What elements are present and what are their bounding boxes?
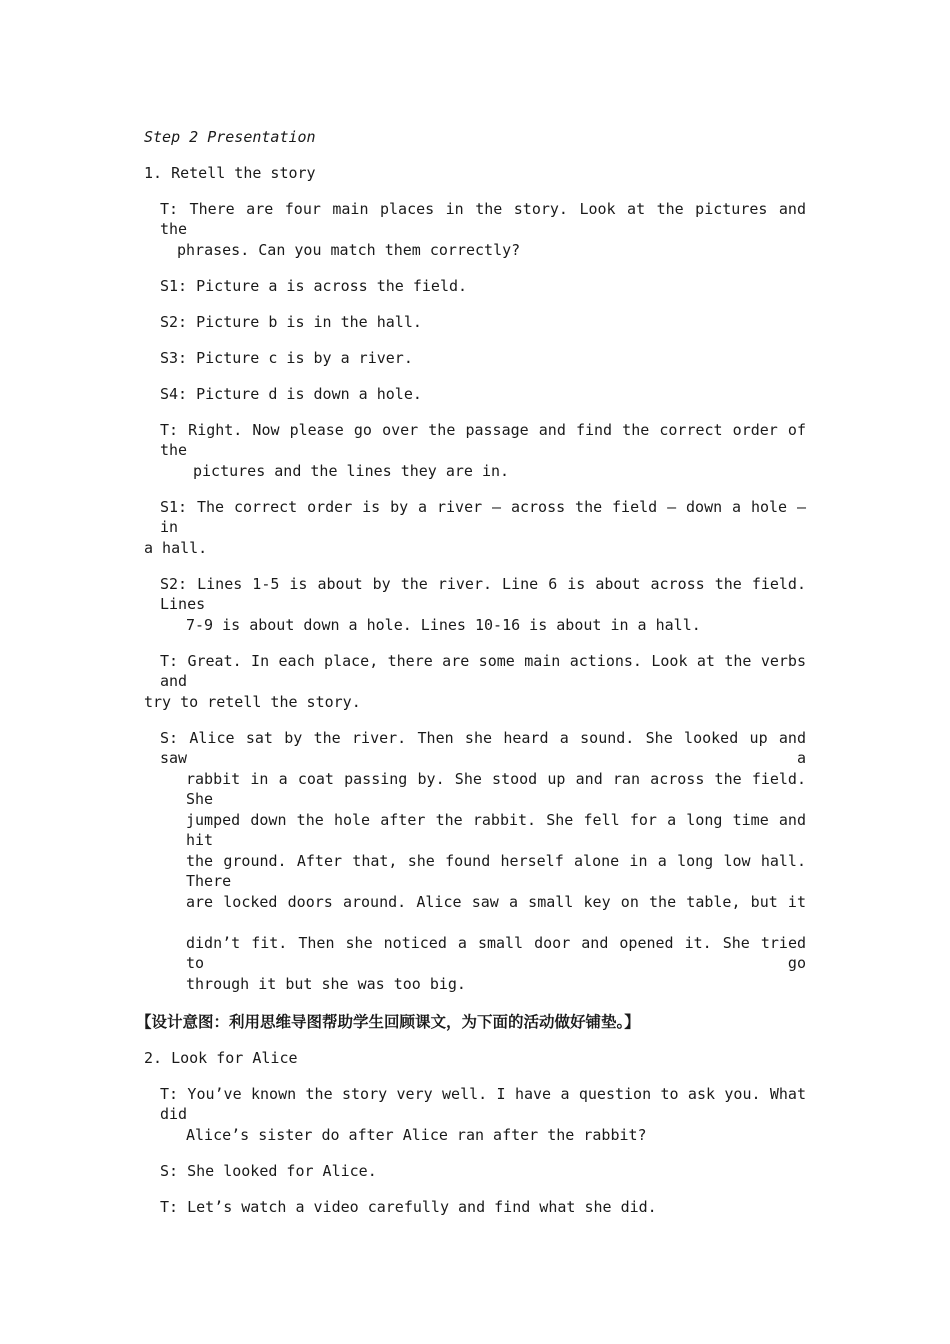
teacher-line: T: Let’s watch a video carefully and find what she did. — [160, 1198, 657, 1216]
teacher-line-cont: phrases. Can you match them correctly? — [177, 241, 521, 259]
student-answer-line: through it but she was too big. — [186, 975, 466, 993]
teacher-line-cont: Alice’s sister do after Alice ran after the rabbit? — [186, 1126, 647, 1144]
student-line: S3: Picture c is by a river. — [160, 349, 413, 367]
student-answer-line: jumped down the hole after the rabbit. She fell for a long time and hit — [186, 811, 806, 849]
student-line: S2: Lines 1-5 is about by the river. Line 6 is about across the field. Lines — [160, 575, 806, 613]
teacher-line-cont: try to retell the story. — [144, 693, 361, 711]
student-answer-line: S: Alice sat by the river. Then she heard a sound. She looked up and saw a — [160, 729, 806, 767]
student-line: S1: The correct order is by a river – across the field – down a hole – in — [160, 498, 806, 536]
subsection-title: 1. Retell the story — [144, 164, 316, 182]
teacher-line-cont: pictures and the lines they are in. — [193, 462, 510, 480]
teacher-line: T: Great. In each place, there are some main actions. Look at the verbs and — [160, 652, 806, 690]
teacher-line: T: There are four main places in the story. Look at the pictures and the — [160, 200, 806, 238]
student-line-cont: a hall. — [144, 539, 208, 557]
design-intent-note: 【设计意图：利用思维导图帮助学生回顾课文，为下面的活动做好铺垫。】 — [136, 1013, 640, 1031]
teacher-line: T: Right. Now please go over the passage and find the correct order of the — [160, 421, 806, 459]
section-heading: Step 2 Presentation — [144, 128, 316, 146]
student-line-cont: 7-9 is about down a hole. Lines 10-16 is about in a hall. — [186, 616, 701, 634]
student-answer-line: are locked doors around. Alice saw a small key on the table, but it — [186, 893, 806, 911]
student-line: S4: Picture d is down a hole. — [160, 385, 422, 403]
student-line: S: She looked for Alice. — [160, 1162, 377, 1180]
student-answer-line: the ground. After that, she found herself alone in a long low hall. There — [186, 852, 806, 890]
student-answer-line: didn’t fit. Then she noticed a small door and opened it. She tried to go — [186, 934, 806, 972]
teacher-line: T: You’ve known the story very well. I have a question to ask you. What did — [160, 1085, 806, 1123]
student-answer-line: rabbit in a coat passing by. She stood up and ran across the field. She — [186, 770, 806, 808]
subsection-title: 2. Look for Alice — [144, 1049, 298, 1067]
student-line: S1: Picture a is across the field. — [160, 277, 468, 295]
student-line: S2: Picture b is in the hall. — [160, 313, 422, 331]
